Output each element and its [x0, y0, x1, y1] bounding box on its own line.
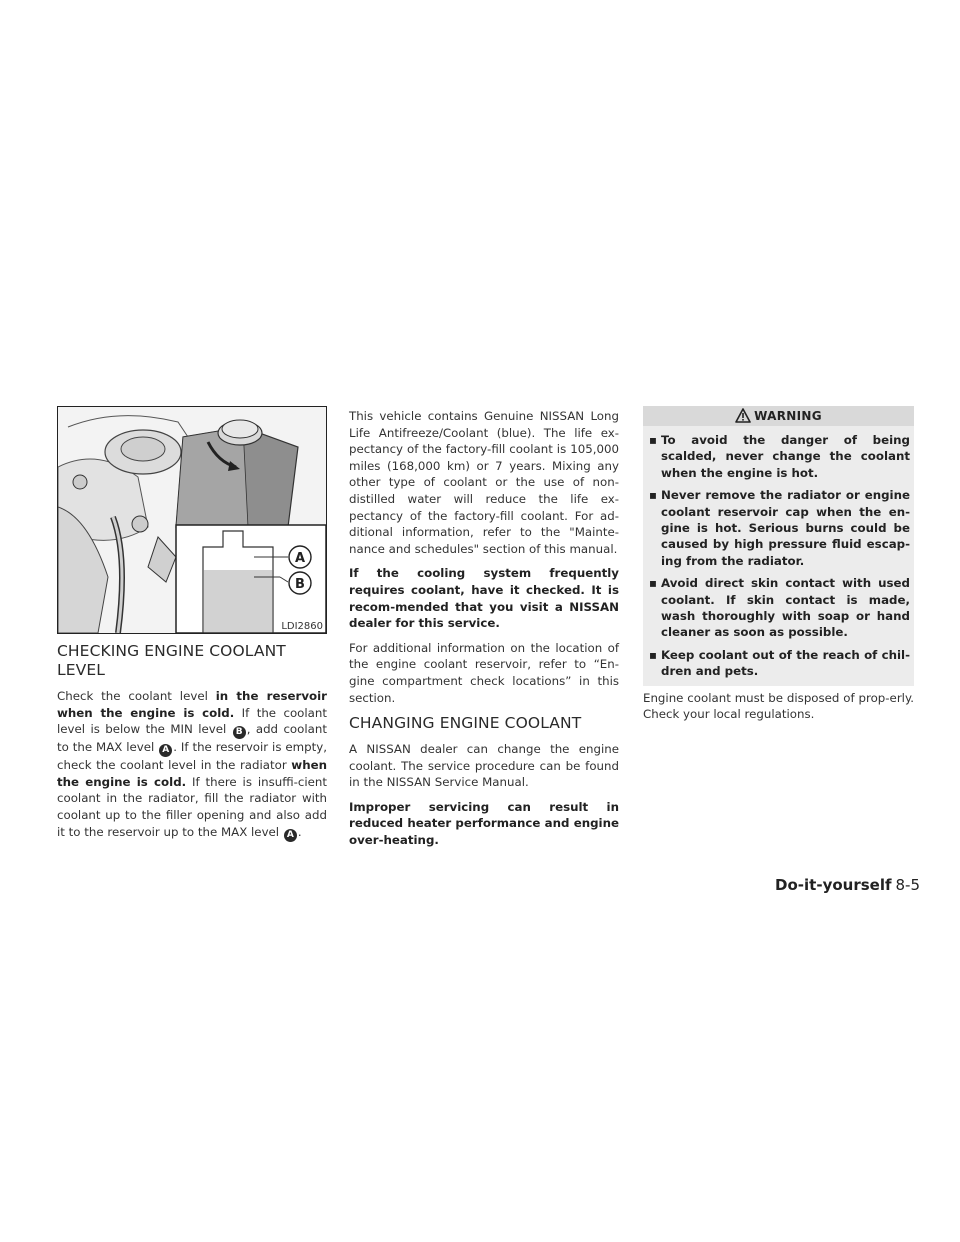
paragraph-disposal: Engine coolant must be disposed of prop-erly. Check your local regulations.	[643, 690, 914, 722]
warning-item-text: Keep coolant out of the reach of chil-dren and pets.	[661, 647, 910, 679]
marker-a: A	[284, 829, 297, 842]
bullet-icon: ▪	[649, 647, 657, 662]
warning-item-text: Avoid direct skin contact with used coolant. If skin contact is made, wash thoroughly with soap or hand cleaner as soon as possible.	[661, 576, 910, 640]
heading-checking-coolant: CHECKING ENGINE COOLANT LEVEL	[57, 642, 286, 679]
figure-code: LDI2860	[281, 621, 323, 632]
warning-box	[643, 426, 914, 686]
bold-run: in the reservoir when the engine is cold.	[57, 689, 327, 720]
column-left	[57, 406, 327, 850]
warning-item-text: Never remove the radiator or engine coolant reservoir cap when the en-gine is hot. Serious burns could be caused by high pressure fluid escap-ing from the radiator.	[661, 488, 910, 568]
paragraph-reservoir-location: For additional information on the location of the engine coolant reservoir, refer to “En-gine compartment check locations” in this section.	[349, 640, 619, 705]
bold-run: If the cooling system frequently requires coolant, have it checked. It is recom-mended that you visit a NISSAN dealer for this service.	[349, 566, 619, 631]
text-run: .	[297, 824, 302, 839]
text-run: , add coolant to the MAX level	[57, 722, 327, 755]
bullet-icon: ▪	[649, 433, 657, 447]
bold-run: when the engine is cold.	[57, 758, 327, 789]
warning-title: WARNING	[754, 409, 822, 423]
marker-a: A	[159, 744, 172, 757]
column-middle	[349, 408, 619, 857]
marker-b: B	[233, 726, 246, 739]
footer-section: Do-it-yourself	[775, 876, 892, 894]
paragraph-coolant-info: This vehicle contains Genuine NISSAN Long Life Antifreeze/Coolant (blue). The life ex-pectancy of the factory-fill coolant is 105,000 miles (168,000 km) or 7 years. Mixing any other type of coolant or the use of non-distilled water will reduce the life ex-pectancy of the factory-fill coolant. For ad-ditional information, refer to the "Mainte-nance and schedules" section of this manual.	[349, 409, 619, 556]
text-run: If there is insuffi-cient coolant in the radiator, fill the radiator with coolant up to the filler opening and also add it to the reservoir up to the MAX level	[57, 774, 327, 839]
column-right	[643, 406, 914, 731]
engine-bay-drawing	[58, 407, 326, 633]
coolant-reservoir-illustration	[57, 406, 327, 634]
warning-item	[649, 575, 910, 641]
page-number: 8-5	[895, 876, 920, 894]
bullet-icon: ▪	[649, 576, 657, 591]
warning-item-text: To avoid the danger of being scalded, never change the coolant when the engine is hot.	[661, 433, 910, 480]
paragraph-check-level	[57, 688, 327, 842]
heading-changing-coolant: CHANGING ENGINE COOLANT	[349, 714, 582, 733]
text-run: Check the coolant level	[57, 689, 216, 703]
page-footer	[775, 876, 920, 894]
text-run: If the coolant level is below the MIN level	[57, 705, 327, 737]
warning-item	[649, 432, 910, 481]
warning-triangle-icon	[735, 408, 751, 423]
bullet-icon: ▪	[649, 488, 657, 503]
text-run: . If the reservoir is empty, check the coolant level in the radiator	[57, 740, 327, 773]
warning-item	[649, 647, 910, 680]
bold-run: Improper servicing can result in reduced heater performance and engine over-heating.	[349, 799, 619, 848]
callout-b-label: B	[295, 577, 305, 592]
warning-item	[649, 487, 910, 569]
callout-a-label: A	[294, 551, 306, 566]
paragraph-frequent-coolant	[349, 565, 619, 631]
paragraph-dealer-change: A NISSAN dealer can change the engine coolant. The service procedure can be found in the NISSAN Service Manual.	[349, 742, 619, 790]
warning-header	[643, 406, 914, 426]
paragraph-improper-servicing	[349, 799, 619, 849]
